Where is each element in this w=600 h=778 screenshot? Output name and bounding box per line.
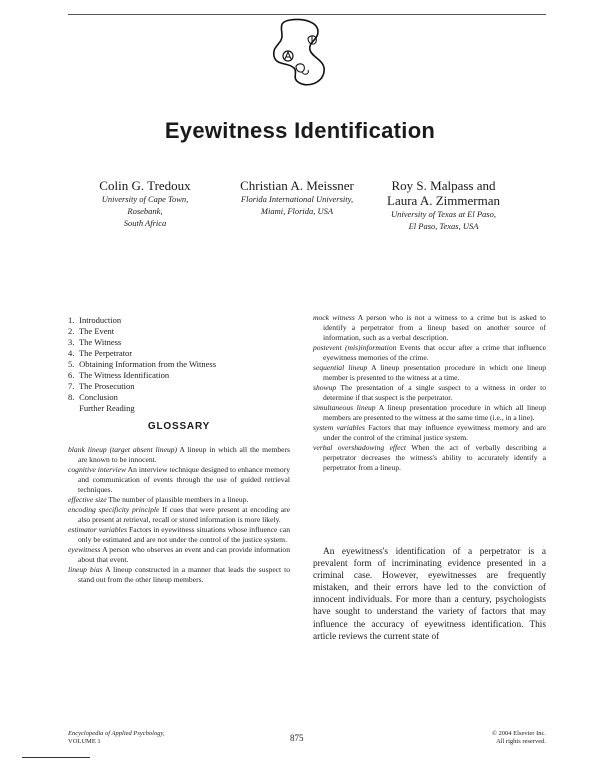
author-affiliation: University of Cape Town, Rosebank, xyxy=(101,194,189,216)
author-affiliation: South Africa xyxy=(123,218,167,228)
author-name: Roy S. Malpass and xyxy=(391,178,496,193)
glossary-entry: verbal overshadowing effect When the act of verbally describing a perpetrator decreases the witness's ability to accurately identify a perpetrator from a lineup. xyxy=(313,443,547,472)
body-paragraph: An eyewitness's identification of a perpetrator is a prevalent form of incriminating evidence presented in a criminal case. However, eyewitnesses are frequently mistaken, and their errors have led to the conviction of innocent individuals. For more than a century, psychologists have sought to understand the variety of factors that may influence the accuracy of eyewitness identification. This article reviews the current state of xyxy=(313,547,546,642)
toc-item[interactable]: 4. The Perpetrator xyxy=(68,348,133,358)
glossary-entry: estimator variables Factors in eyewitness situations whose influence can only be estimated and are not under the control of the justice system. xyxy=(68,525,290,544)
toc-item[interactable]: 5. Obtaining Information from the Witness xyxy=(68,359,217,369)
author-name: Laura A. Zimmerman xyxy=(387,193,500,208)
author-tredoux xyxy=(85,178,205,229)
author-affiliation: Miami, Florida, USA xyxy=(260,206,334,216)
table-of-contents xyxy=(68,315,216,414)
page-number: 875 xyxy=(290,733,304,743)
author-malpass-zimmerman xyxy=(376,178,511,232)
glossary-entry: showup The presentation of a single suspect to a witness in order to determine if that suspect is the perpetrator. xyxy=(313,383,546,402)
glossary-entry: eyewitness A person who observes an event and can provide information about that event. xyxy=(68,545,290,564)
glossary-right-column xyxy=(313,313,546,473)
footer-copyright xyxy=(474,730,546,746)
footnote-rule xyxy=(22,757,90,758)
glossary-entry: system variables Factors that may influence eyewitness memory and are under the control of the criminal justice system. xyxy=(313,423,547,442)
toc-item[interactable]: 2. The Event xyxy=(68,326,115,336)
glossary-entry: simultaneous lineup A lineup presentation procedure in which all lineup members are presented to the witness at the same time (i.e., in a line). xyxy=(313,403,546,422)
author-affiliation: El Paso, Texas, USA xyxy=(408,221,479,231)
toc-item[interactable]: Further Reading xyxy=(79,403,135,413)
top-rule xyxy=(68,14,546,15)
copyright-line: © 2004 Elsevier Inc. xyxy=(491,730,546,737)
glossary-entry: sequential lineup A lineup presentation procedure in which one lineup member is presented to the witness at a time. xyxy=(313,363,547,382)
footer-encyclopedia-title: Encyclopedia of Applied Psychology, xyxy=(68,730,165,737)
glossary-entry: encoding specificity principle If cues that were present at encoding are also present at retrieval, recall or stored information is more likely. xyxy=(68,505,290,524)
glossary-entry: blank lineup (target absent lineup) A lineup in which all the members are known to be innocent. xyxy=(68,445,291,464)
glossary-entry: mock witness A person who is not a witness to a crime but is asked to identify a perpetrator from a lineup based on another source of information, such as a verbal description. xyxy=(313,313,546,342)
author-meissner xyxy=(227,178,367,217)
toc-item[interactable]: 7. The Prosecution xyxy=(68,381,135,391)
glossary-left-column xyxy=(68,445,290,585)
glossary-entry: lineup bias A lineup constructed in a manner that leads the suspect to stand out from the other lineup members. xyxy=(68,565,291,584)
footer-volume: VOLUME 1 xyxy=(68,738,101,745)
article-title: Eyewitness Identification xyxy=(164,118,436,143)
glossary-entry: cognitive interview An interview technique designed to enhance memory and communication of events through the use of guided retrieval techniques. xyxy=(68,465,290,494)
author-affiliation: University of Texas at El Paso, xyxy=(391,209,496,219)
author-name: Colin G. Tredoux xyxy=(99,178,191,193)
encyclopedia-emblem-icon xyxy=(268,16,330,90)
toc-item[interactable]: 6. The Witness Identification xyxy=(68,370,170,380)
glossary-heading: GLOSSARY xyxy=(147,421,211,432)
glossary-entry: postevent (mis)information Events that occur after a crime that influence eyewitness memories of the crime. xyxy=(313,343,546,362)
toc-item[interactable]: 3. The Witness xyxy=(68,337,122,347)
glossary-entry: effective size The number of plausible members in a lineup. xyxy=(68,495,249,504)
footer-citation xyxy=(68,730,165,746)
toc-item[interactable]: 8. Conclusion xyxy=(68,392,118,402)
toc-item[interactable]: 1. Introduction xyxy=(68,315,122,325)
author-affiliation: Florida International University, xyxy=(240,194,354,204)
author-name: Christian A. Meissner xyxy=(240,178,354,193)
rights-line: All rights reserved. xyxy=(495,738,546,745)
